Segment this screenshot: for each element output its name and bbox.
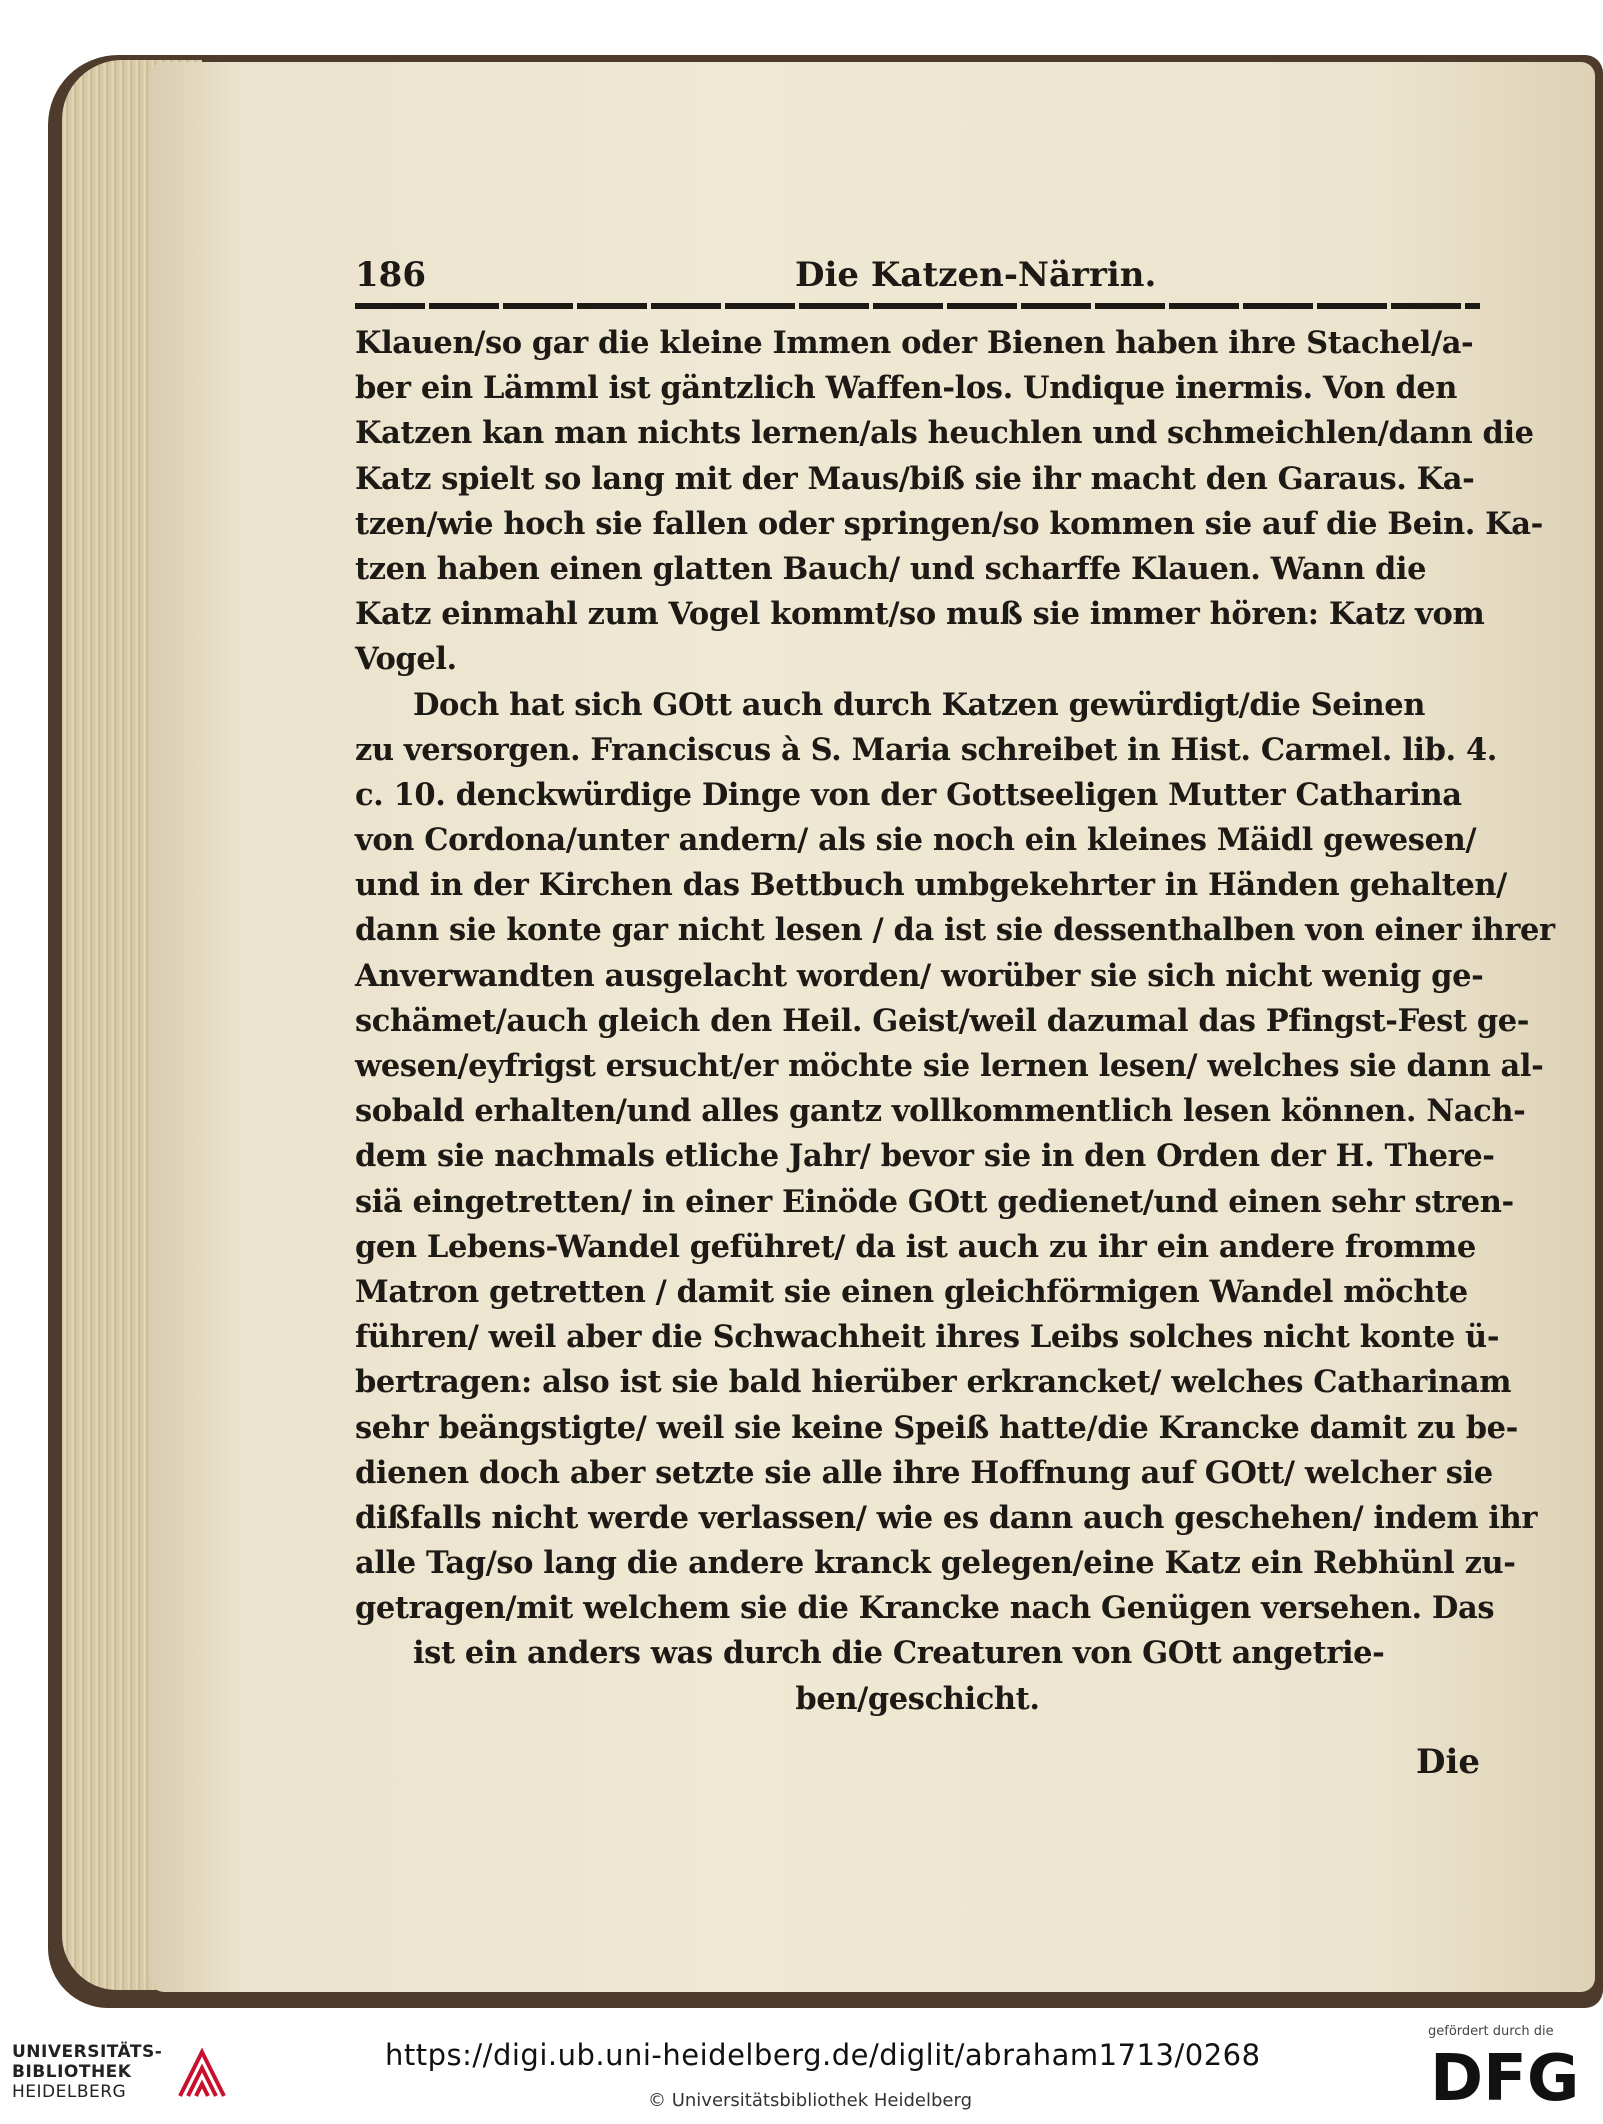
text-line: Anverwandten ausgelacht worden/ worüber sie sich nicht wenig ge- xyxy=(355,957,1484,994)
text-line: gen Lebens-Wandel geführet/ da ist auch zu ihr ein andere fromme xyxy=(355,1228,1476,1265)
dfg-logo[interactable] xyxy=(1430,2042,1580,2112)
dfg-logo-text: DFG xyxy=(1430,2042,1580,2112)
text-line: tzen haben einen glatten Bauch/ und scharffe Klauen. Wann die xyxy=(355,550,1427,587)
copyright-notice: © Universitätsbibliothek Heidelberg xyxy=(648,2090,973,2111)
text-line: Katzen kan man nichts lernen/als heuchlen und schmeichlen/dann die xyxy=(355,415,1534,452)
viewer-footer xyxy=(0,2008,1603,2124)
text-line: und in der Kirchen das Bettbuch umbgekehrter in Händen gehalten/ xyxy=(355,867,1507,904)
catchword: Die xyxy=(1415,1742,1480,1782)
library-emblem-icon xyxy=(172,2044,232,2104)
text-line: wesen/eyfrigst ersucht/er möchte sie lernen lesen/ welches sie dann al- xyxy=(355,1048,1544,1084)
text-line: sehr beängstigte/ weil sie keine Speiß hatte/die Krancke damit zu be- xyxy=(355,1409,1518,1446)
text-line: Katz spielt so lang mit der Maus/biß sie ihr macht den Garaus. Ka- xyxy=(355,460,1475,497)
library-name-line3: HEIDELBERG xyxy=(12,2082,127,2102)
text-line: dem sie nachmals etliche Jahr/ bevor sie in den Orden der H. There- xyxy=(355,1138,1495,1175)
text-line: zu versorgen. Franciscus à S. Maria schreibet in Hist. Carmel. lib. 4. xyxy=(355,731,1498,768)
permalink-url[interactable]: https://digi.ub.uni-heidelberg.de/diglit/abraham1713/0268 xyxy=(385,2038,1261,2072)
text-line: von Cordona/unter andern/ als sie noch ein kleines Mäidl gewesen/ xyxy=(355,822,1477,859)
text-line: sobald erhalten/und alles gantz vollkommentlich lesen können. Nach- xyxy=(355,1093,1526,1130)
text-line: führen/ weil aber die Schwachheit ihres Leibs solches nicht konte ü- xyxy=(355,1319,1500,1356)
text-line: siä eingetretten/ in einer Einöde GOtt gedienet/und einen sehr stren- xyxy=(355,1183,1514,1220)
text-line: c. 10. denckwürdige Dinge von der Gottseeligen Mutter Catharina xyxy=(355,776,1462,813)
text-line: ber ein Lämml ist gäntzlich Waffen-los. Undique inermis. Von den xyxy=(355,370,1458,407)
text-line: ben/geschicht. xyxy=(795,1680,1040,1717)
head-rule xyxy=(355,303,1480,309)
text-line: dienen doch aber setzte sie alle ihre Hoffnung auf GOtt/ welcher sie xyxy=(355,1454,1493,1491)
running-head xyxy=(355,255,1480,299)
text-line: Doch hat sich GOtt auch durch Katzen gewürdigt/die Seinen xyxy=(413,686,1426,723)
library-name-line1: UNIVERSITÄTS- xyxy=(12,2042,163,2062)
running-title: Die Katzen-Närrin. xyxy=(795,255,1157,295)
funder-label: gefördert durch die xyxy=(1428,2024,1554,2039)
text-line: schämet/auch gleich den Heil. Geist/weil dazumal das Pfingst-Fest ge- xyxy=(355,1002,1530,1039)
text-line: getragen/mit welchem sie die Krancke nach Genügen versehen. Das xyxy=(355,1590,1495,1627)
page-text-block xyxy=(355,255,1555,1782)
text-line: dißfalls nicht werde verlassen/ wie es dann auch geschehen/ indem ihr xyxy=(355,1499,1538,1536)
text-line: tzen/wie hoch sie fallen oder springen/so kommen sie auf die Bein. Ka- xyxy=(355,505,1543,542)
text-line: Katz einmahl zum Vogel kommt/so muß sie immer hören: Katz vom xyxy=(355,596,1485,633)
text-line: dann sie konte gar nicht lesen / da ist sie dessenthalben von einer ihrer xyxy=(355,912,1555,949)
text-line: Vogel. xyxy=(355,641,457,678)
text-line: bertragen: also ist sie bald hierüber erkrancket/ welches Catharinam xyxy=(355,1364,1512,1401)
text-line: Matron getretten / damit sie einen gleichförmigen Wandel möchte xyxy=(355,1273,1468,1310)
text-line: ist ein anders was durch die Creaturen von GOtt angetrie- xyxy=(413,1635,1385,1672)
library-logo[interactable] xyxy=(12,2042,242,2112)
page-number: 186 xyxy=(355,255,426,295)
body-text xyxy=(355,321,1555,1722)
text-line: alle Tag/so lang die andere kranck gelegen/eine Katz ein Rebhünl zu- xyxy=(355,1545,1516,1582)
text-line: Klauen/so gar die kleine Immen oder Bienen haben ihre Stachel/a- xyxy=(355,325,1474,361)
library-name-line2: BIBLIOTHEK xyxy=(12,2062,132,2082)
